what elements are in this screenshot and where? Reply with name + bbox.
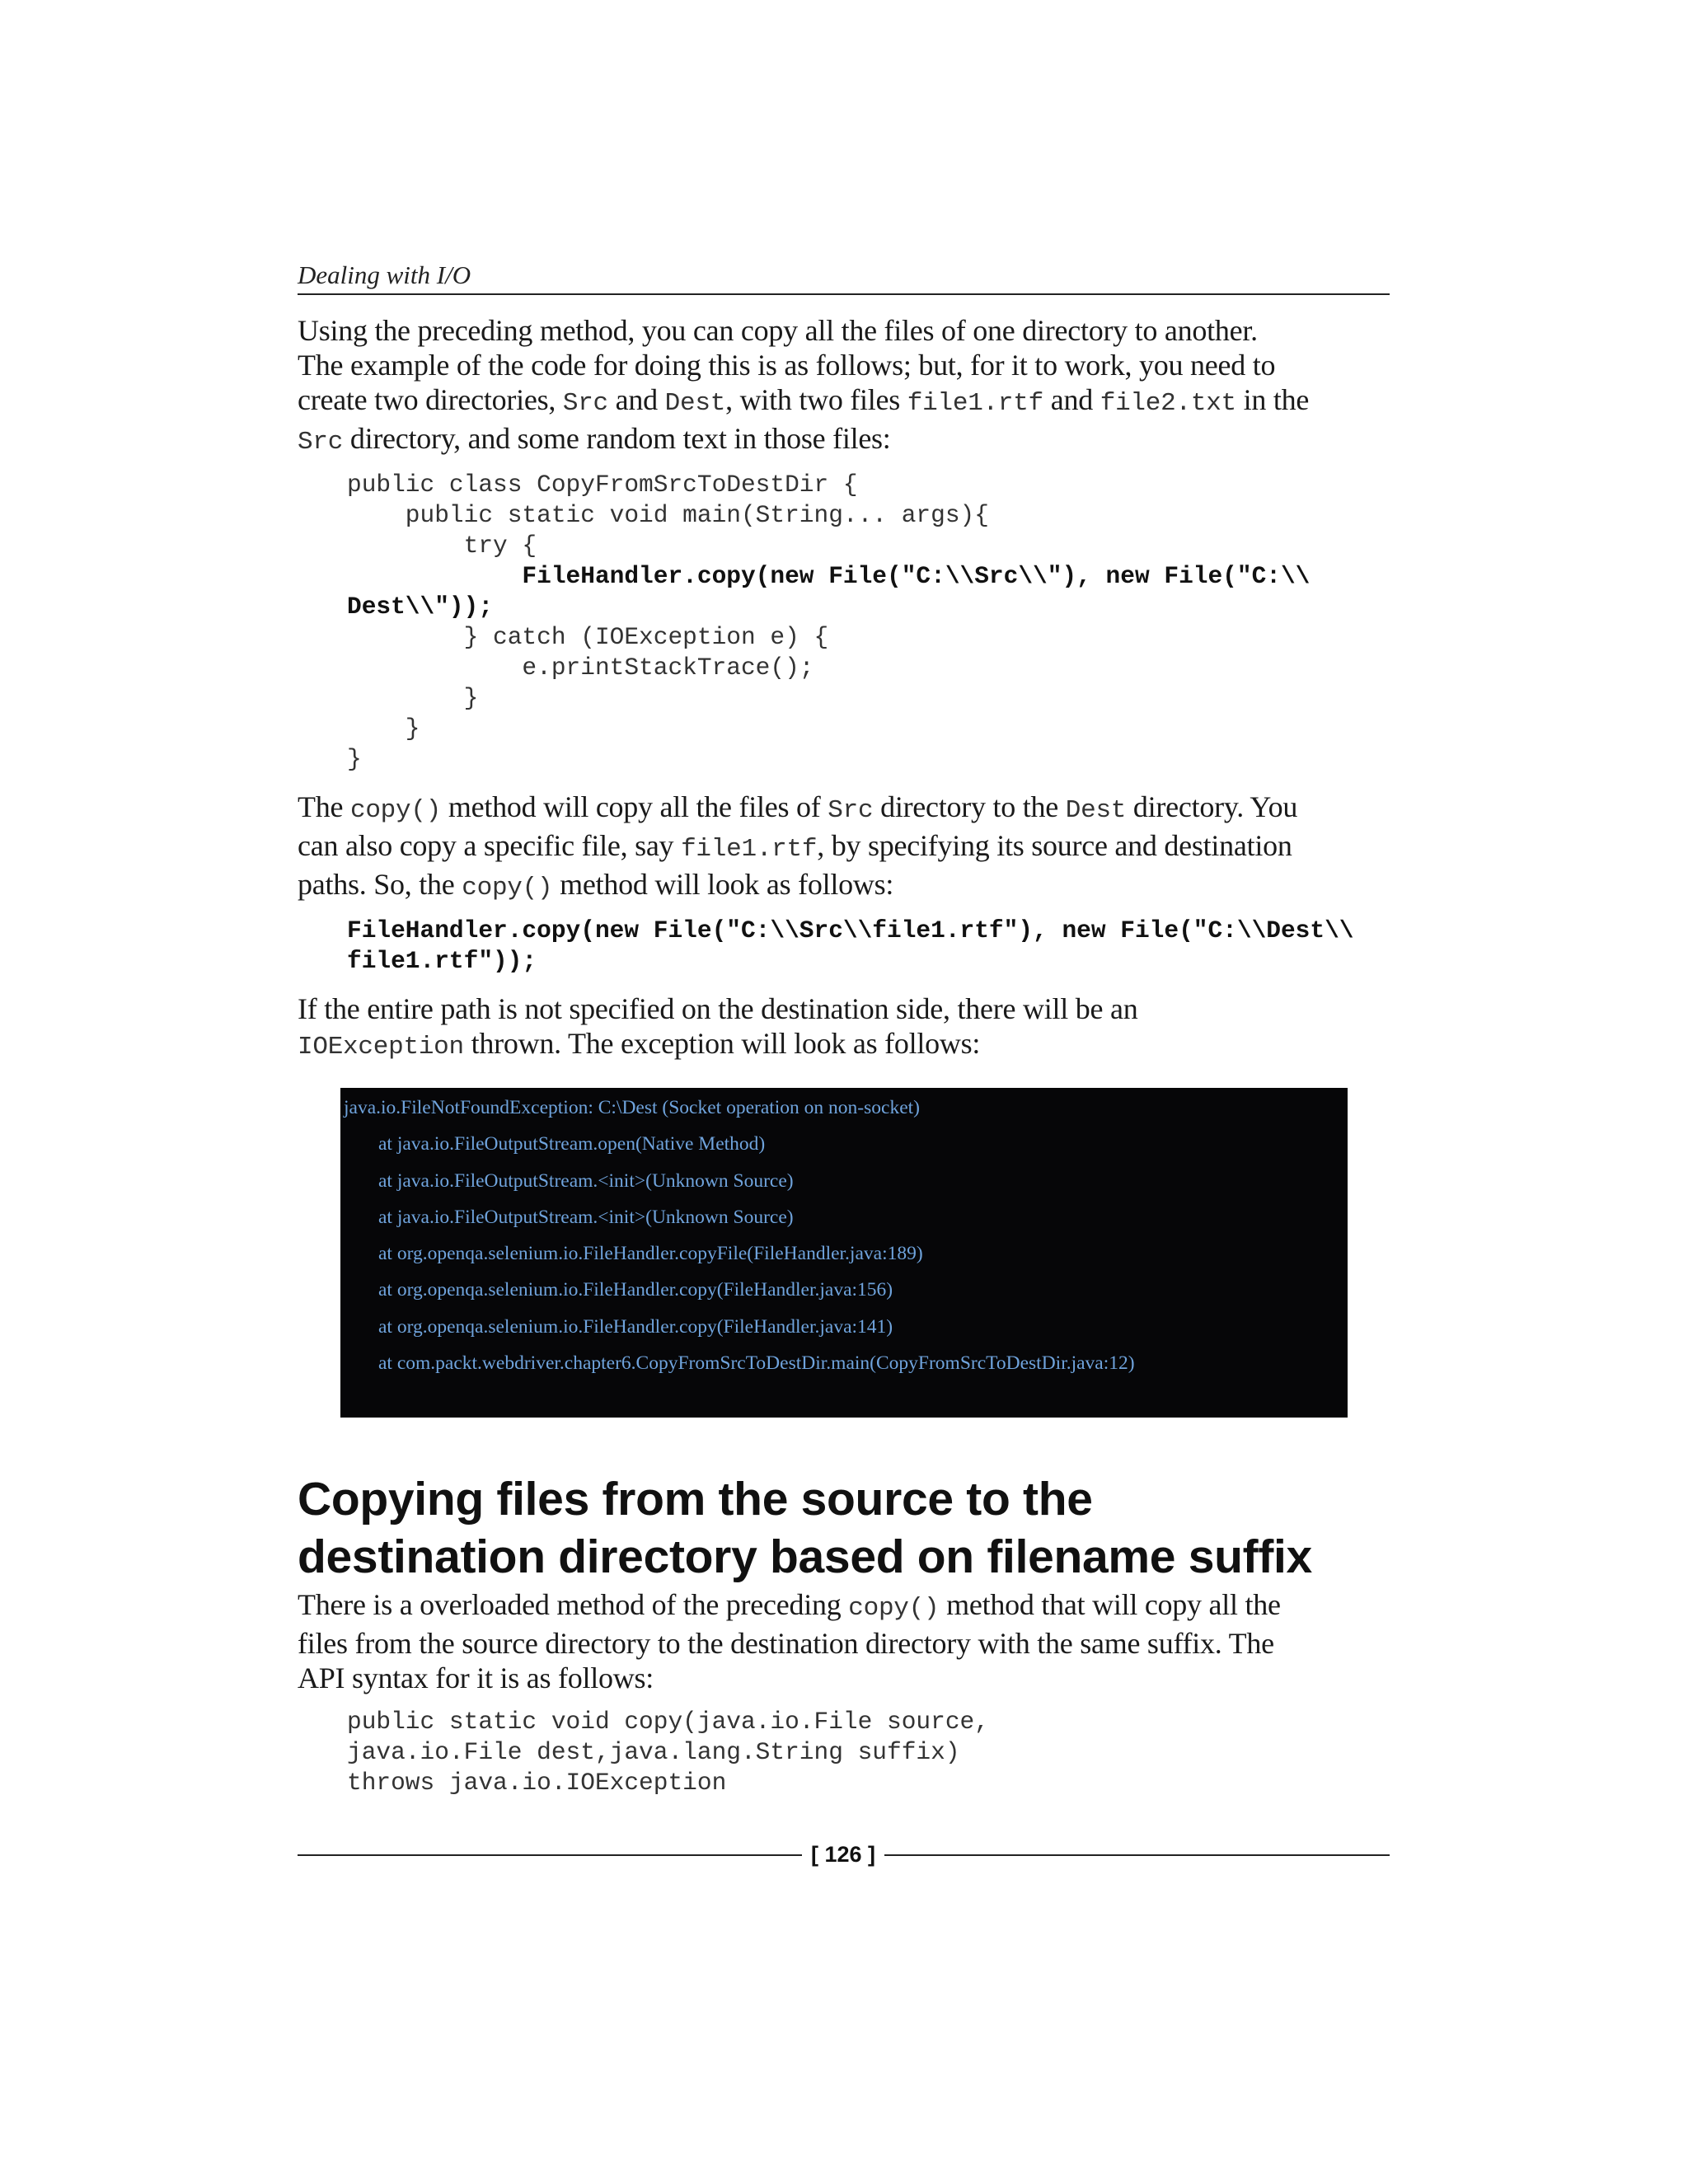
text: in the <box>1236 383 1310 416</box>
code-line-bold: FileHandler.copy(new File("C:\\Src\\"), new File("C:\\ <box>347 562 1311 590</box>
code-line: java.io.File dest,java.lang.String suffix) <box>347 1738 960 1766</box>
text: If the entire path is not specified on the destination side, there will be an <box>298 992 1138 1025</box>
console-line: at java.io.FileOutputStream.<init>(Unknown Source) <box>378 1169 794 1192</box>
code-line: } <box>347 715 420 743</box>
inline-code: Src <box>828 796 874 825</box>
inline-code: Dest <box>664 389 726 418</box>
page-content <box>298 313 1398 1798</box>
text-line <box>298 348 1398 382</box>
text-line <box>298 1587 1398 1626</box>
text: method that will copy all the <box>939 1588 1281 1621</box>
console-line: at java.io.FileOutputStream.<init>(Unknown Source) <box>378 1206 794 1228</box>
code-line-bold: Dest\\")); <box>347 593 494 621</box>
code-line: public class CopyFromSrcToDestDir { <box>347 471 858 499</box>
text: API syntax for it is as follows: <box>298 1661 654 1694</box>
code-line: } <box>347 684 479 712</box>
text: thrown. The exception will look as follows: <box>463 1027 981 1060</box>
text: method will copy all the files of <box>441 790 828 823</box>
code-line: throws java.io.IOException <box>347 1769 727 1797</box>
code-line: public static void copy(java.io.File source, <box>347 1708 989 1736</box>
text: and <box>607 383 665 416</box>
text-line <box>298 313 1398 348</box>
text-line <box>298 790 1398 828</box>
inline-code: file1.rtf <box>681 835 818 864</box>
console-line: at org.openqa.selenium.io.FileHandler.copy(FileHandler.java:156) <box>378 1279 893 1301</box>
text: directory to the <box>873 790 1066 823</box>
text: There is a overloaded method of the preceding <box>298 1588 849 1621</box>
heading-line: destination directory based on filename suffix <box>298 1530 1312 1583</box>
text-line <box>298 828 1398 867</box>
text: files from the source directory to the destination directory with the same suffix. The <box>298 1627 1274 1660</box>
inline-code: copy() <box>349 796 442 825</box>
section-heading <box>298 1470 1398 1586</box>
console-line: at java.io.FileOutputStream.open(Native Method) <box>378 1133 766 1155</box>
text: directory, and some random text in those files: <box>343 422 891 455</box>
inline-code: IOException <box>298 1033 464 1062</box>
inline-code: Src <box>298 428 344 457</box>
inline-code: file1.rtf <box>907 389 1043 418</box>
code-line-bold: FileHandler.copy(new File("C:\\Src\\file1.rtf"), new File("C:\\Dest\\ <box>347 916 1354 944</box>
console-line: at com.packt.webdriver.chapter6.CopyFromSrcToDestDir.main(CopyFromSrcToDestDir.java:12) <box>378 1352 1135 1375</box>
heading-line: Copying files from the source to the <box>298 1473 1093 1526</box>
page-number: [ 126 ] <box>810 1842 876 1867</box>
inline-code: file2.txt <box>1100 389 1236 418</box>
text: directory. You <box>1126 790 1298 823</box>
exception-console-screenshot <box>340 1088 1348 1418</box>
code-block-copy-file <box>347 916 1398 977</box>
text: The <box>298 790 350 823</box>
footer-rule <box>884 1854 1390 1856</box>
running-header <box>298 259 1390 295</box>
text: create two directories, <box>298 383 563 416</box>
text: paths. So, the <box>298 868 462 901</box>
text: method will look as follows: <box>552 868 894 901</box>
console-line: at org.openqa.selenium.io.FileHandler.copy(FileHandler.java:141) <box>378 1315 893 1338</box>
code-block-copy-dir <box>347 470 1398 775</box>
code-block-api-syntax <box>347 1707 1398 1798</box>
paragraph-copy-method <box>298 790 1398 906</box>
code-line-bold: file1.rtf")); <box>347 947 537 975</box>
console-line: java.io.FileNotFoundException: C:\Dest (Socket operation on non-socket) <box>344 1097 920 1118</box>
paragraph-overloaded-method <box>298 1587 1398 1695</box>
code-line: } <box>347 745 362 773</box>
text-line <box>298 1661 1398 1695</box>
text: , by specifying its source and destination <box>817 829 1292 862</box>
text-line <box>298 1626 1398 1661</box>
console-line: at org.openqa.selenium.io.FileHandler.copyFile(FileHandler.java:189) <box>378 1243 923 1265</box>
text: The example of the code for doing this is as follows; but, for it to work, you need to <box>298 349 1276 382</box>
footer-rule <box>298 1854 802 1856</box>
inline-code: copy() <box>462 874 553 902</box>
inline-code: Src <box>562 389 608 418</box>
inline-code: Dest <box>1065 796 1127 825</box>
paragraph-exception <box>298 991 1398 1065</box>
text-line <box>298 421 1398 460</box>
code-line: } catch (IOException e) { <box>347 623 829 651</box>
text-line <box>298 867 1398 906</box>
text: , with two files <box>725 383 907 416</box>
text-line <box>298 991 1398 1026</box>
paragraph-intro <box>298 313 1398 460</box>
text: Using the preceding method, you can copy all the files of one directory to another. <box>298 314 1258 347</box>
text: and <box>1043 383 1100 416</box>
text: can also copy a specific file, say <box>298 829 682 862</box>
chapter-title: Dealing with I/O <box>298 260 471 289</box>
inline-code: copy() <box>848 1594 940 1623</box>
text-line <box>298 1026 1398 1065</box>
code-line: try { <box>347 532 537 560</box>
code-line: public static void main(String... args){ <box>347 501 989 529</box>
code-line: e.printStackTrace(); <box>347 654 814 682</box>
text-line <box>298 382 1398 421</box>
page-footer <box>298 1838 1390 1871</box>
